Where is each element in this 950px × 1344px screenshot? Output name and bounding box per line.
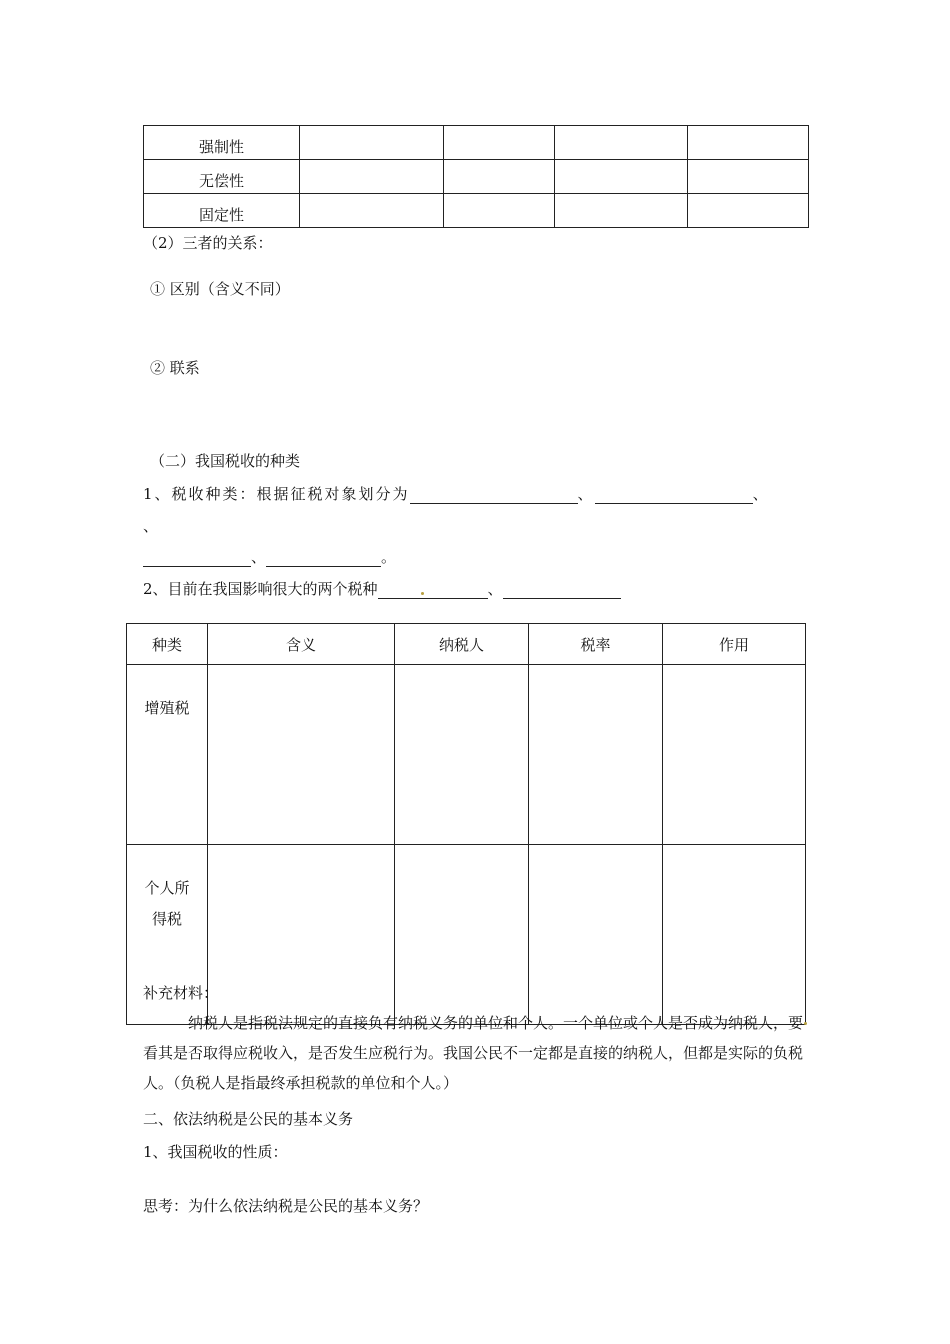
table-header-row: [127, 624, 806, 665]
row-label-fixed: 固定性: [144, 194, 300, 228]
table-cell: [555, 126, 688, 160]
tax-types-question-2: [143, 578, 621, 599]
table-cell: [663, 845, 806, 1025]
question-1-text: 1、税收种类：根据征税对象划分为: [143, 485, 410, 503]
row-label-line: 得税: [151, 910, 182, 928]
row-label-gratuitous: 无偿性: [144, 160, 300, 194]
table-cell: [688, 194, 809, 228]
table-cell: [688, 126, 809, 160]
table-row: [144, 194, 809, 228]
tax-types-question-1-cont: [143, 546, 396, 567]
header-meaning: 含义: [208, 624, 395, 665]
separator: 、: [143, 517, 159, 535]
supplement-text: 纳税人是指税法规定的直接负有纳税义务的单位和个人。一个单位或个人是否成为纳税人，要看其是否取得应税收入，是否发生应税行为。我国公民不一定都是直接的纳税人，但都是实际的负税人。（负税人是指最终承担税款的单位和个人。）: [143, 1014, 804, 1092]
table-cell: [300, 126, 444, 160]
table-row: [144, 160, 809, 194]
separator: 、: [577, 485, 595, 503]
period: 。: [381, 548, 397, 566]
connection-label: ② 联系: [150, 359, 200, 377]
table-cell: [529, 845, 663, 1025]
table-cell: [444, 126, 555, 160]
think-question: 思考：为什么依法纳税是公民的基本义务？: [143, 1197, 429, 1215]
header-function: 作用: [663, 624, 806, 665]
section-two-heading: 二、依法纳税是公民的基本义务: [143, 1110, 354, 1128]
tax-characteristics-table: [143, 125, 809, 228]
table-cell: [395, 845, 529, 1025]
table-cell: [663, 665, 806, 845]
relations-heading: （2）三者的关系：: [143, 234, 273, 252]
answer-blank[interactable]: [595, 486, 753, 504]
answer-blank[interactable]: [266, 549, 381, 567]
table-cell: [208, 665, 395, 845]
supplement-title: 补充材料：: [143, 984, 219, 1002]
decorative-dot: [804, 1022, 807, 1025]
table-row: [127, 665, 806, 845]
table-cell: [300, 160, 444, 194]
header-type: 种类: [127, 624, 208, 665]
tax-types-heading: （二）我国税收的种类: [150, 452, 301, 470]
table-cell: [300, 194, 444, 228]
section-two-question-1: 1、我国税收的性质：: [143, 1143, 288, 1161]
table-row: [127, 845, 806, 1025]
answer-blank[interactable]: [378, 581, 488, 599]
table-cell: [208, 845, 395, 1025]
header-taxpayer: 纳税人: [395, 624, 529, 665]
table-row: [144, 126, 809, 160]
table-cell: [395, 665, 529, 845]
table-cell: [529, 665, 663, 845]
difference-label: ① 区别（含义不同）: [150, 280, 290, 298]
row-label-line: 个人所: [144, 879, 190, 897]
table-cell: [555, 194, 688, 228]
separator: 、: [752, 485, 770, 503]
table-cell: [688, 160, 809, 194]
table-cell: [444, 194, 555, 228]
answer-blank[interactable]: [503, 581, 621, 599]
answer-blank[interactable]: [410, 486, 578, 504]
table-cell: [555, 160, 688, 194]
decorative-dot: [421, 592, 424, 595]
tax-types-table: [126, 623, 806, 1025]
separator: 、: [487, 580, 503, 598]
separator: 、: [251, 548, 267, 566]
row-label-compulsory: 强制性: [144, 126, 300, 160]
answer-blank[interactable]: [143, 549, 251, 567]
question-2-text: 2、目前在我国影响很大的两个税种: [143, 580, 378, 598]
table-cell: [444, 160, 555, 194]
row-label-vat: 增殖税: [127, 665, 208, 845]
tax-types-question-1: [143, 483, 770, 504]
header-tax-rate: 税率: [529, 624, 663, 665]
